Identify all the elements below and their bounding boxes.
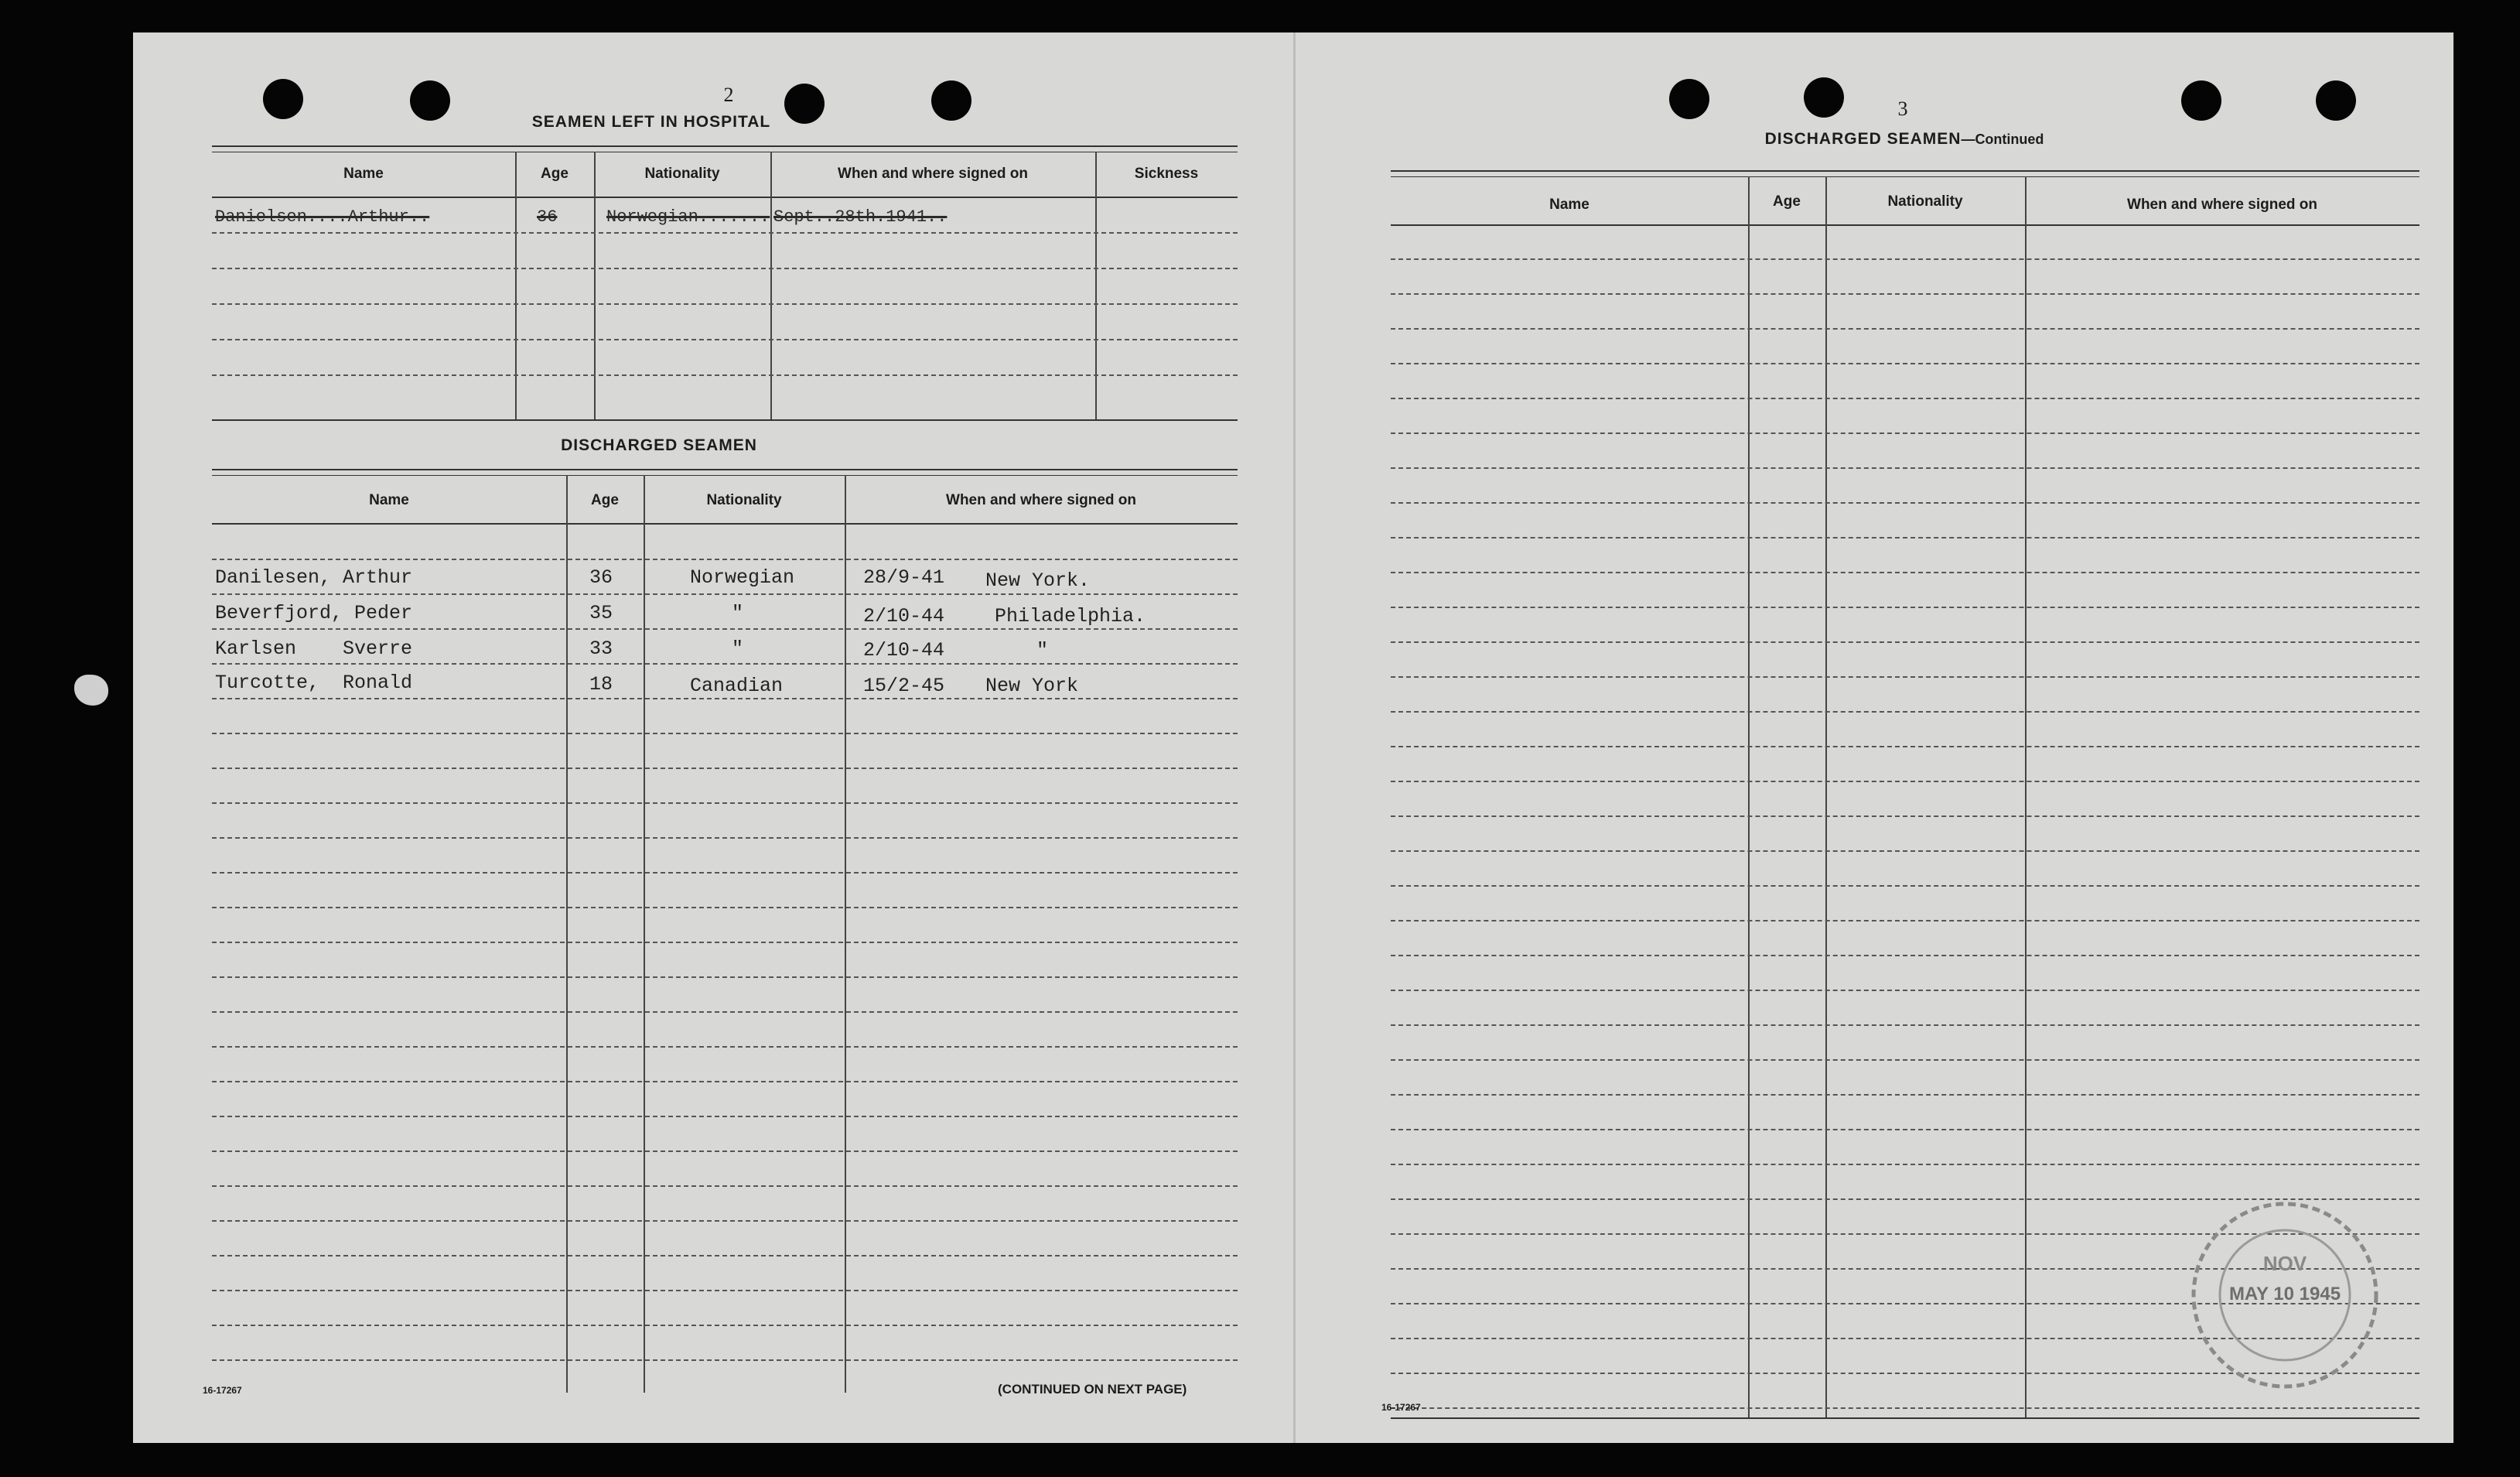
page-number-right: 3: [1897, 97, 1908, 120]
row-3-name: Karlsen Sverre: [215, 638, 413, 660]
ruled-line: [1391, 258, 2419, 260]
postmark-stamp: [2189, 1199, 2381, 1391]
discharged-table: [212, 469, 1238, 1393]
row-2-age: 35: [589, 602, 613, 624]
ruled-line: [1391, 1024, 2419, 1026]
ruled-line: [212, 1185, 1238, 1187]
ruled-line: [1391, 920, 2419, 921]
ruled-line: [1391, 502, 2419, 504]
ruled-line: [1391, 1094, 2419, 1096]
struck-signed-on: Sept..28th.1941..: [773, 207, 948, 227]
ruled-line: [1391, 572, 2419, 573]
title-text: DISCHARGED SEAMEN: [1764, 130, 1962, 148]
row-1-name: Danilesen, Arthur: [215, 566, 413, 589]
row-1-nationality: Norwegian: [690, 566, 795, 589]
row-4-age: 18: [589, 673, 613, 696]
ruled-line: [212, 733, 1238, 734]
header-age: Age: [591, 492, 619, 508]
ruled-line: [1391, 990, 2419, 991]
header-name: Name: [369, 492, 409, 508]
ruled-line: [212, 628, 1238, 630]
row-3-age: 33: [589, 638, 613, 660]
struck-name: Danielsen....Arthur..: [215, 207, 430, 227]
row-2-nationality: ": [732, 602, 744, 624]
punch-hole: [1804, 77, 1844, 118]
header-signed-on: When and where signed on: [838, 166, 1028, 182]
header-age: Age: [1773, 193, 1801, 210]
ruled-line: [212, 872, 1238, 874]
discharged-title: DISCHARGED SEAMEN: [561, 436, 757, 454]
ruled-line: [212, 802, 1238, 804]
ruled-line: [212, 1011, 1238, 1013]
hospital-table: [212, 145, 1238, 424]
row-2-name: Beverfjord, Peder: [215, 602, 413, 624]
ruled-line: [212, 663, 1238, 665]
hospital-title: SEAMEN LEFT IN HOSPITAL: [531, 113, 771, 131]
ruled-line: [1391, 676, 2419, 678]
header-nationality: Nationality: [706, 492, 782, 508]
row-3-date: 2/10-44: [863, 639, 945, 662]
ruled-line: [212, 593, 1238, 595]
ruled-line: [1391, 1164, 2419, 1165]
ruled-line: [212, 1046, 1238, 1048]
ruled-line: [1391, 641, 2419, 643]
ruled-line: [1391, 433, 2419, 434]
row-4-nationality: Canadian: [690, 675, 784, 697]
ruled-line: [212, 942, 1238, 943]
ruled-line: [1391, 781, 2419, 782]
continued-footnote: (CONTINUED ON NEXT PAGE): [998, 1382, 1187, 1397]
page-number-left: 2: [723, 84, 734, 106]
ruled-line: [212, 1255, 1238, 1256]
ruled-line: [212, 1150, 1238, 1152]
ruled-line: [1391, 467, 2419, 469]
row-3-place: ": [1036, 639, 1049, 662]
punch-hole: [931, 80, 971, 121]
punch-hole: [2181, 80, 2221, 121]
form-number-right: 16-17267: [1381, 1402, 1421, 1413]
header-name: Name: [343, 166, 384, 182]
header-age: Age: [541, 166, 569, 182]
ruled-line: [1391, 293, 2419, 295]
paper-fragment: [74, 675, 108, 706]
ruled-line: [1391, 537, 2419, 538]
ruled-line: [212, 1220, 1238, 1222]
ruled-line: [212, 768, 1238, 769]
ruled-line: [212, 1290, 1238, 1291]
ruled-line: [212, 907, 1238, 908]
punch-hole: [2316, 80, 2356, 121]
ruled-line: [1391, 398, 2419, 399]
row-1-date: 28/9-41: [863, 566, 945, 589]
ruled-line: [212, 1116, 1238, 1117]
ruled-line: [1391, 1059, 2419, 1061]
row-4-place: New York: [985, 675, 1079, 697]
stamp-line1: NOV: [2262, 1252, 2307, 1275]
ruled-line: [1391, 815, 2419, 817]
ruled-line: [1391, 328, 2419, 330]
row-2-date: 2/10-44: [863, 605, 945, 627]
form-number-left: 16-17267: [203, 1385, 242, 1396]
ruled-line: [212, 837, 1238, 839]
ruled-line: [1391, 746, 2419, 747]
struck-age: 36: [537, 207, 558, 227]
ruled-line: [1391, 955, 2419, 956]
ruled-line: [1391, 1129, 2419, 1130]
struck-nationality: Norwegian.......: [606, 207, 770, 227]
row-2-place: Philadelphia.: [995, 605, 1146, 627]
ruled-line: [212, 1359, 1238, 1361]
row-4-date: 15/2-45: [863, 675, 945, 697]
document-sheet: [133, 32, 2453, 1443]
ruled-line: [1391, 885, 2419, 887]
header-nationality: Nationality: [1887, 193, 1963, 210]
punch-hole: [263, 79, 303, 119]
row-1-place: New York.: [985, 569, 1091, 592]
row-1-age: 36: [589, 566, 613, 589]
ruled-line: [212, 698, 1238, 699]
header-signed-on: When and where signed on: [946, 492, 1136, 508]
header-sickness: Sickness: [1134, 166, 1199, 182]
row-3-nationality: ": [732, 638, 744, 660]
ruled-line: [212, 976, 1238, 978]
ruled-line: [1391, 1407, 2419, 1409]
page-fold: [1293, 32, 1296, 1443]
header-nationality: Nationality: [644, 166, 720, 182]
stamp-date: MAY 10 1945: [2228, 1284, 2341, 1304]
discharged-continued-title: [1711, 130, 2098, 149]
ruled-line: [1391, 607, 2419, 608]
header-name: Name: [1549, 197, 1590, 213]
title-suffix: —Continued: [1961, 132, 2044, 147]
header-signed-on: When and where signed on: [2127, 197, 2317, 213]
ruled-line: [1391, 711, 2419, 713]
ruled-line: [212, 559, 1238, 560]
ruled-line: [1391, 363, 2419, 364]
row-4-name: Turcotte, Ronald: [215, 672, 413, 694]
ruled-line: [1391, 850, 2419, 852]
ruled-line: [212, 1081, 1238, 1082]
punch-hole: [1669, 79, 1709, 119]
ruled-line: [212, 1325, 1238, 1326]
